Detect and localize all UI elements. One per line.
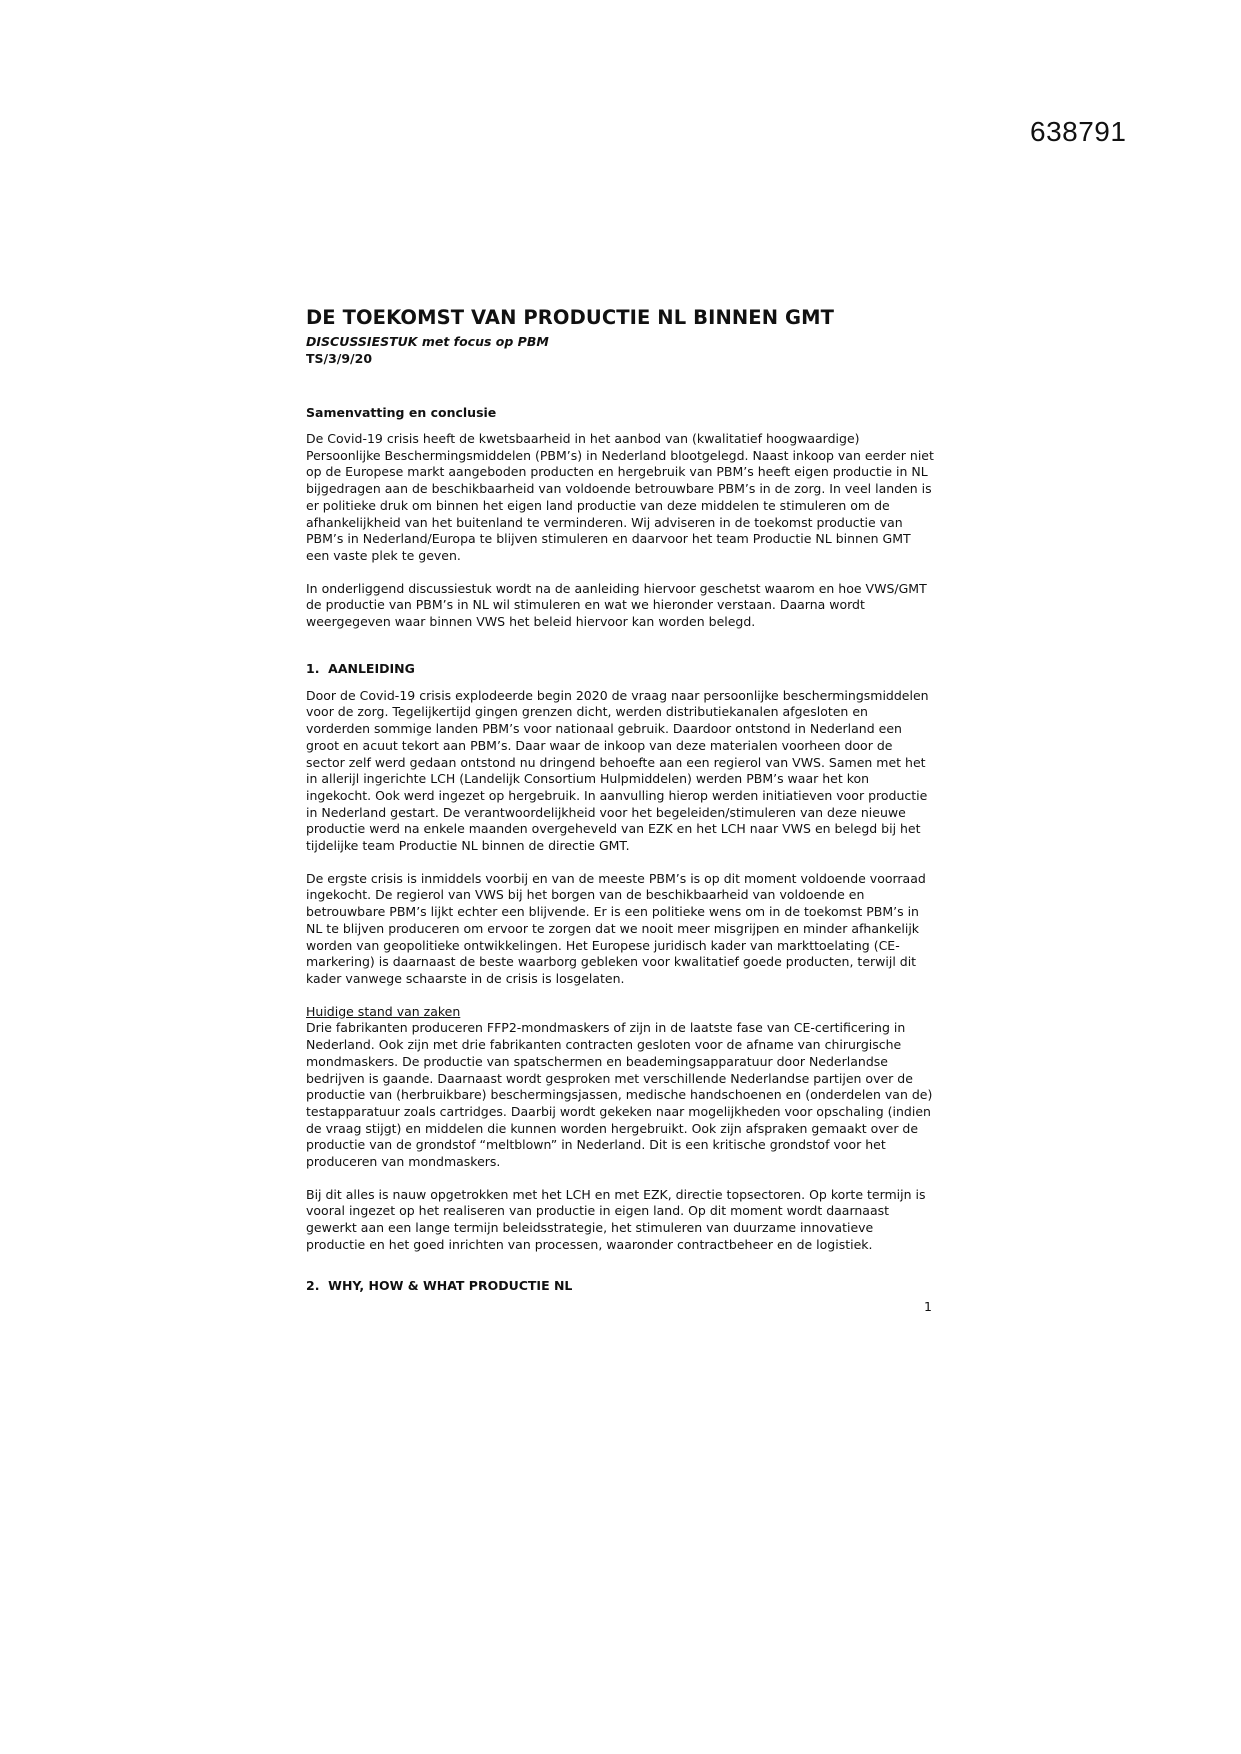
section-1-heading: 1. AANLEIDING xyxy=(306,660,415,676)
document-reference: TS/3/9/20 xyxy=(306,351,373,366)
section-2-heading: 2. WHY, HOW & WHAT PRODUCTIE NL xyxy=(306,1277,573,1293)
document-body xyxy=(306,306,934,1305)
section-1-paragraph-1: Door de Covid-19 crisis explodeerde begin 2020 de vraag naar persoonlijke beschermingsmiddelen voor de zorg. Tegelijkertijd gingen grenzen dicht, werden distributiekanalen afgesloten en vorderden sommige landen PBM’s voor nationaal gebruik. Daardoor ontstond in Nederland een groot en acuut tekort aan PBM’s. Daar waar de inkoop van deze materialen voorheen door de sector zelf werd gedaan ontstond nu dringend behoefte aan een regierol van VWS. Samen met het in allerijl ingerichte LCH (Landelijk Consortium Hulpmiddelen) werden PBM’s waar het kon ingekocht. Ook werd ingezet op hergebruik. In aanvulling hierop werden initiatieven voor productie in Nederland gestart. De verantwoordelijkheid voor het begeleiden/stimuleren van deze nieuwe productie werd na enkele maanden overgeheveld van EZK en het LCH naar VWS en belegd bij het tijdelijke team Productie NL binnen de directie GMT. xyxy=(306,687,929,854)
section-1-paragraph-4: Bij dit alles is nauw opgetrokken met het LCH en met EZK, directie topsectoren. Op korte termijn is vooral ingezet op het realiseren van productie in eigen land. Op dit moment wordt daarnaast gewerkt aan een lange termijn beleidsstrategie, het stimuleren van duurzame innovatieve productie en het goed inrichten van processen, waaronder contractbeheer en de logistiek. xyxy=(306,1186,926,1252)
document-id-number: 638791 xyxy=(1030,116,1127,147)
page-number: 1 xyxy=(924,1299,932,1314)
section-1-paragraph-3: Drie fabrikanten produceren FFP2-mondmaskers of zijn in de laatste fase van CE-certificering in Nederland. Ook zijn met drie fabrikanten contracten gesloten voor de afname van chirurgische mondmaskers. De productie van spatschermen en beademingsapparatuur door Nederlandse bedrijven is gaande. Daarnaast wordt gesproken met verschillende Nederlandse partijen over de productie van (herbruikbare) beschermingsjassen, medische handschoenen en (onderdelen van de) testapparatuur zoals cartridges. Daarbij wordt gekeken naar mogelijkheden voor opschaling (indien de vraag stijgt) en middelen die kunnen worden hergebruikt. Ook zijn afspraken gemaakt over de productie van de grondstof “meltblown” in Nederland. Dit is een kritische grondstof voor het produceren van mondmaskers. xyxy=(306,1020,933,1170)
summary-heading: Samenvatting en conclusie xyxy=(306,405,497,420)
section-1-paragraph-2: De ergste crisis is inmiddels voorbij en van de meeste PBM’s is op dit moment voldoende voorraad ingekocht. De regierol van VWS bij het borgen van de beschikbaarheid van voldoende en betrouwbare PBM’s lijkt echter een blijvende. Er is een politieke wens om in de toekomst PBM’s in NL te blijven produceren om ervoor te zorgen dat we nooit meer misgrijpen en minder afhankelijk worden van geopolitieke ontwikkelingen. Het Europese juridisch kader van markttoelating (CE-markering) is daarnaast de beste waarborg gebleken voor kwalitatief goede producten, terwijl dit kader vanwege schaarste in de crisis is losgelaten. xyxy=(306,870,926,986)
document-subtitle: DISCUSSIESTUK met focus op PBM xyxy=(306,334,549,349)
summary-paragraph-1: De Covid-19 crisis heeft de kwetsbaarheid in het aanbod van (kwalitatief hoogwaardige) Persoonlijke Beschermingsmiddelen (PBM’s) in Nederland blootgelegd. Naast inkoop van eerder niet op de Europese markt aangeboden producten en hergebruik van PBM’s heeft eigen productie in NL bijgedragen aan de beschikbaarheid van voldoende betrouwbare PBM’s in de zorg. In veel landen is er politieke druk om binnen het eigen land productie van deze middelen te stimuleren om de afhankelijkheid van het buitenland te verminderen. Wij adviseren in de toekomst productie van PBM’s in Nederland/Europa te blijven stimuleren en daarvoor het team Productie NL binnen GMT een vaste plek te geven. xyxy=(306,431,934,563)
section-1-subheading: Huidige stand van zaken xyxy=(306,1003,461,1019)
document-title: DE TOEKOMST VAN PRODUCTIE NL BINNEN GMT xyxy=(306,306,835,329)
summary-paragraph-2: In onderliggend discussiestuk wordt na de aanleiding hiervoor geschetst waarom en hoe VWS/GMT de productie van PBM’s in NL wil stimuleren en wat we hieronder verstaan. Daarna wordt weergegeven waar binnen VWS het beleid hiervoor kan worden belegd. xyxy=(306,580,927,630)
